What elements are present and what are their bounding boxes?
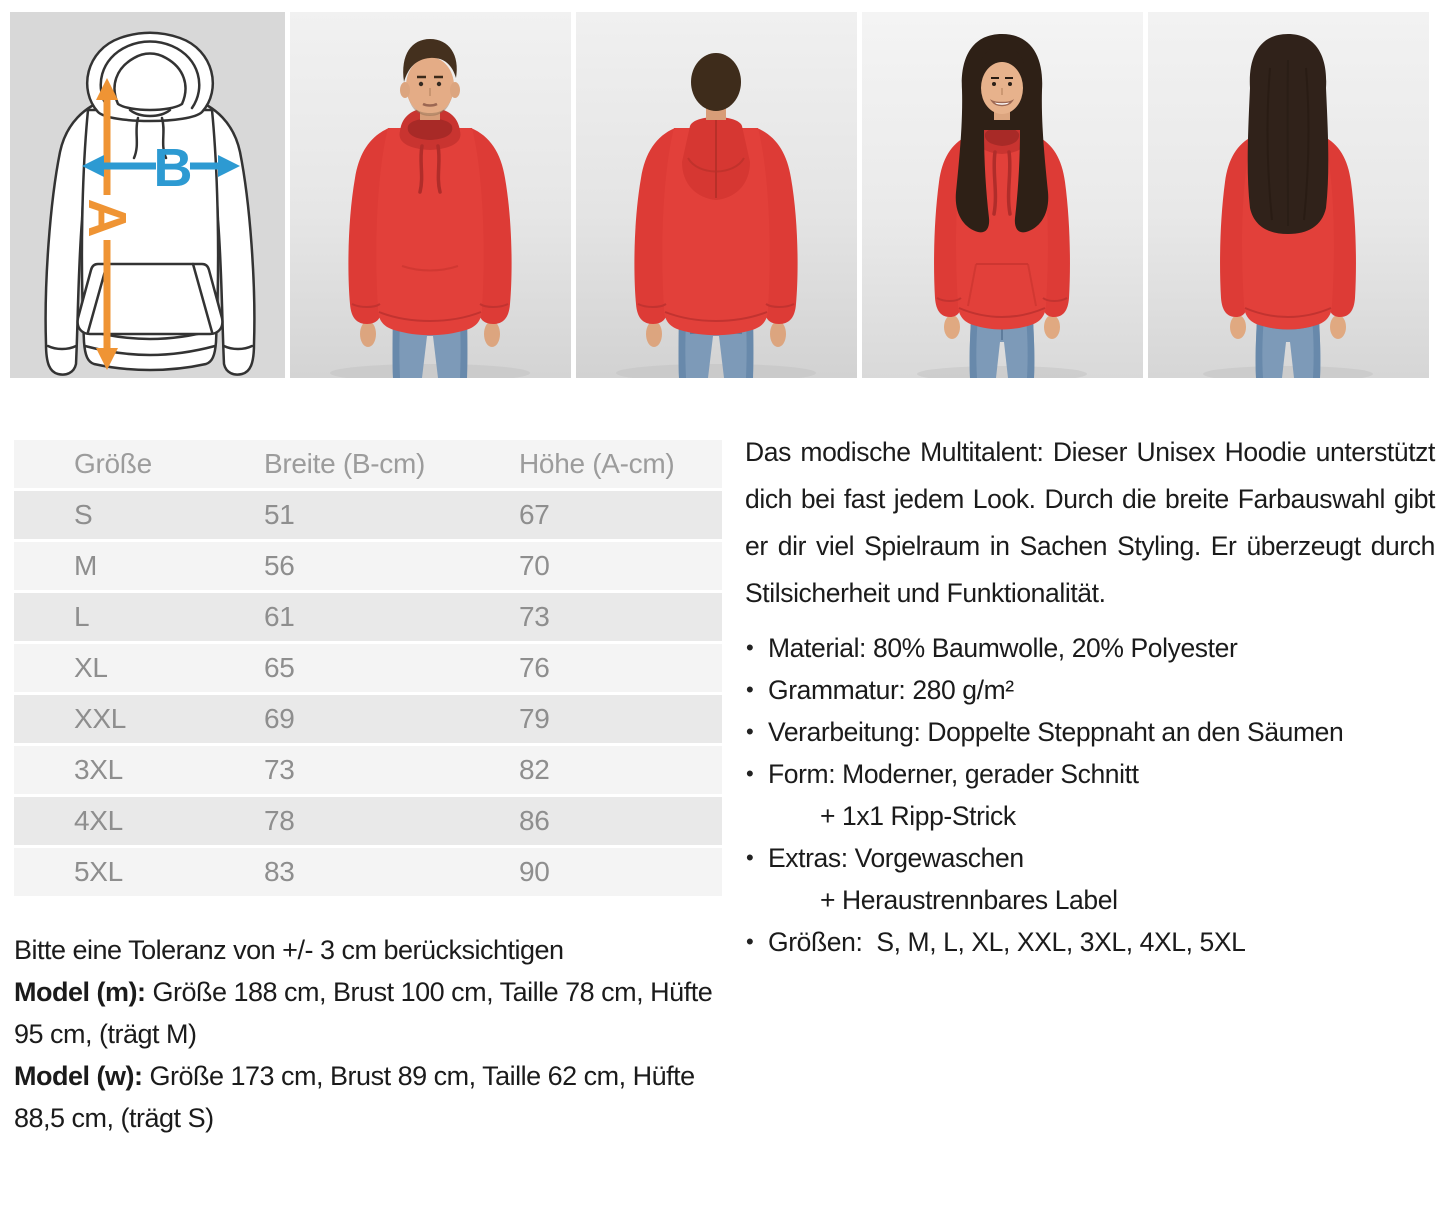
feature-text: Grammatur: 280 g/m² — [768, 675, 1014, 705]
height-cell: 79 — [519, 703, 550, 734]
width-column-header: Breite (B-cm) — [264, 448, 425, 479]
width-cell: 65 — [264, 652, 295, 683]
size-column-header: Größe — [74, 448, 152, 479]
model-m-text: Größe 188 cm, Brust 100 cm, Taille 78 cm, Hüfte 95 cm, (trägt M) — [14, 977, 713, 1049]
feature-list — [745, 627, 1435, 963]
tolerance-note: Bitte eine Toleranz von +/- 3 cm berücksichtigen — [14, 935, 564, 965]
feature-text: Extras: Vorgewaschen — [768, 843, 1024, 873]
photo-card-male-front — [290, 12, 571, 378]
female-model-back-photo — [1148, 12, 1429, 378]
measurement-notes — [14, 929, 726, 1139]
height-column-header: Höhe (A-cm) — [519, 448, 675, 479]
width-arrow-label: B — [153, 138, 193, 198]
female-head-back — [1248, 34, 1329, 234]
product-gallery — [10, 12, 1429, 378]
height-cell: 82 — [519, 754, 550, 785]
product-description — [745, 429, 1435, 963]
size-diagram-card — [10, 12, 285, 378]
height-arrow-label: A — [77, 198, 137, 238]
size-cell: 5XL — [74, 856, 123, 887]
model-w-label: Model (w): — [14, 1061, 143, 1091]
male-model-back-photo — [576, 12, 857, 378]
size-cell: L — [74, 601, 90, 632]
feature-item-grammatur — [768, 669, 1435, 711]
height-cell: 67 — [519, 499, 550, 530]
width-cell: 51 — [264, 499, 295, 530]
photo-card-female-back — [1148, 12, 1429, 378]
size-cell: XXL — [74, 703, 127, 734]
size-cell: XL — [74, 652, 108, 683]
height-cell: 90 — [519, 856, 550, 887]
width-cell: 61 — [264, 601, 295, 632]
height-cell: 76 — [519, 652, 550, 683]
model-w-text: Größe 173 cm, Brust 89 cm, Taille 62 cm, Hüfte 88,5 cm, (trägt S) — [14, 1061, 695, 1133]
feature-item-material — [768, 627, 1435, 669]
feature-subline: + 1x1 Ripp-Strick — [820, 801, 1016, 831]
feature-item-form — [768, 753, 1435, 837]
size-table — [14, 437, 722, 899]
photo-card-male-back — [576, 12, 857, 378]
description-paragraph: Das modische Multitalent: Dieser Unisex Hoodie unterstützt dich bei fast jedem Look. Durch die breite Farbauswahl gibt er dir viel Spielraum in Sachen Styling. Er überzeugt durch Stilsicherheit und Funktionalität. — [745, 437, 1435, 608]
size-cell: 3XL — [74, 754, 123, 785]
photo-card-female-front — [862, 12, 1143, 378]
feature-text: Verarbeitung: Doppelte Steppnaht an den Säumen — [768, 717, 1344, 747]
feature-subline: + Heraustrennbares Label — [820, 885, 1118, 915]
size-cell: M — [74, 550, 98, 581]
model-m-label: Model (m): — [14, 977, 146, 1007]
male-model-front-photo — [290, 12, 571, 378]
table-row — [14, 746, 722, 794]
red-hoodie-front — [934, 118, 1070, 330]
model-m-note — [14, 971, 726, 1055]
width-cell: 56 — [264, 550, 295, 581]
height-cell: 86 — [519, 805, 550, 836]
feature-text: Material: 80% Baumwolle, 20% Polyester — [768, 633, 1238, 663]
height-cell: 70 — [519, 550, 550, 581]
size-table-header-row — [14, 440, 722, 488]
feature-item-verarbeitung — [768, 711, 1435, 753]
table-row — [14, 491, 722, 539]
red-hoodie-back — [634, 117, 797, 335]
size-diagram — [10, 12, 285, 378]
female-model-front-photo — [862, 12, 1143, 378]
width-cell: 73 — [264, 754, 295, 785]
width-cell: 83 — [264, 856, 295, 887]
width-cell: 78 — [264, 805, 295, 836]
table-row — [14, 848, 722, 896]
feature-text: Form: Moderner, gerader Schnitt — [768, 759, 1139, 789]
feature-item-groessen — [768, 921, 1435, 963]
table-row — [14, 797, 722, 845]
size-cell: 4XL — [74, 805, 123, 836]
table-row — [14, 593, 722, 641]
height-cell: 73 — [519, 601, 550, 632]
table-row — [14, 542, 722, 590]
red-hoodie-front — [348, 108, 511, 335]
feature-text: Größen: S, M, L, XL, XXL, 3XL, 4XL, 5XL — [768, 927, 1246, 957]
model-w-note — [14, 1055, 726, 1139]
size-cell: S — [74, 499, 93, 530]
feature-item-extras — [768, 837, 1435, 921]
width-cell: 69 — [264, 703, 295, 734]
table-row — [14, 695, 722, 743]
table-row — [14, 644, 722, 692]
